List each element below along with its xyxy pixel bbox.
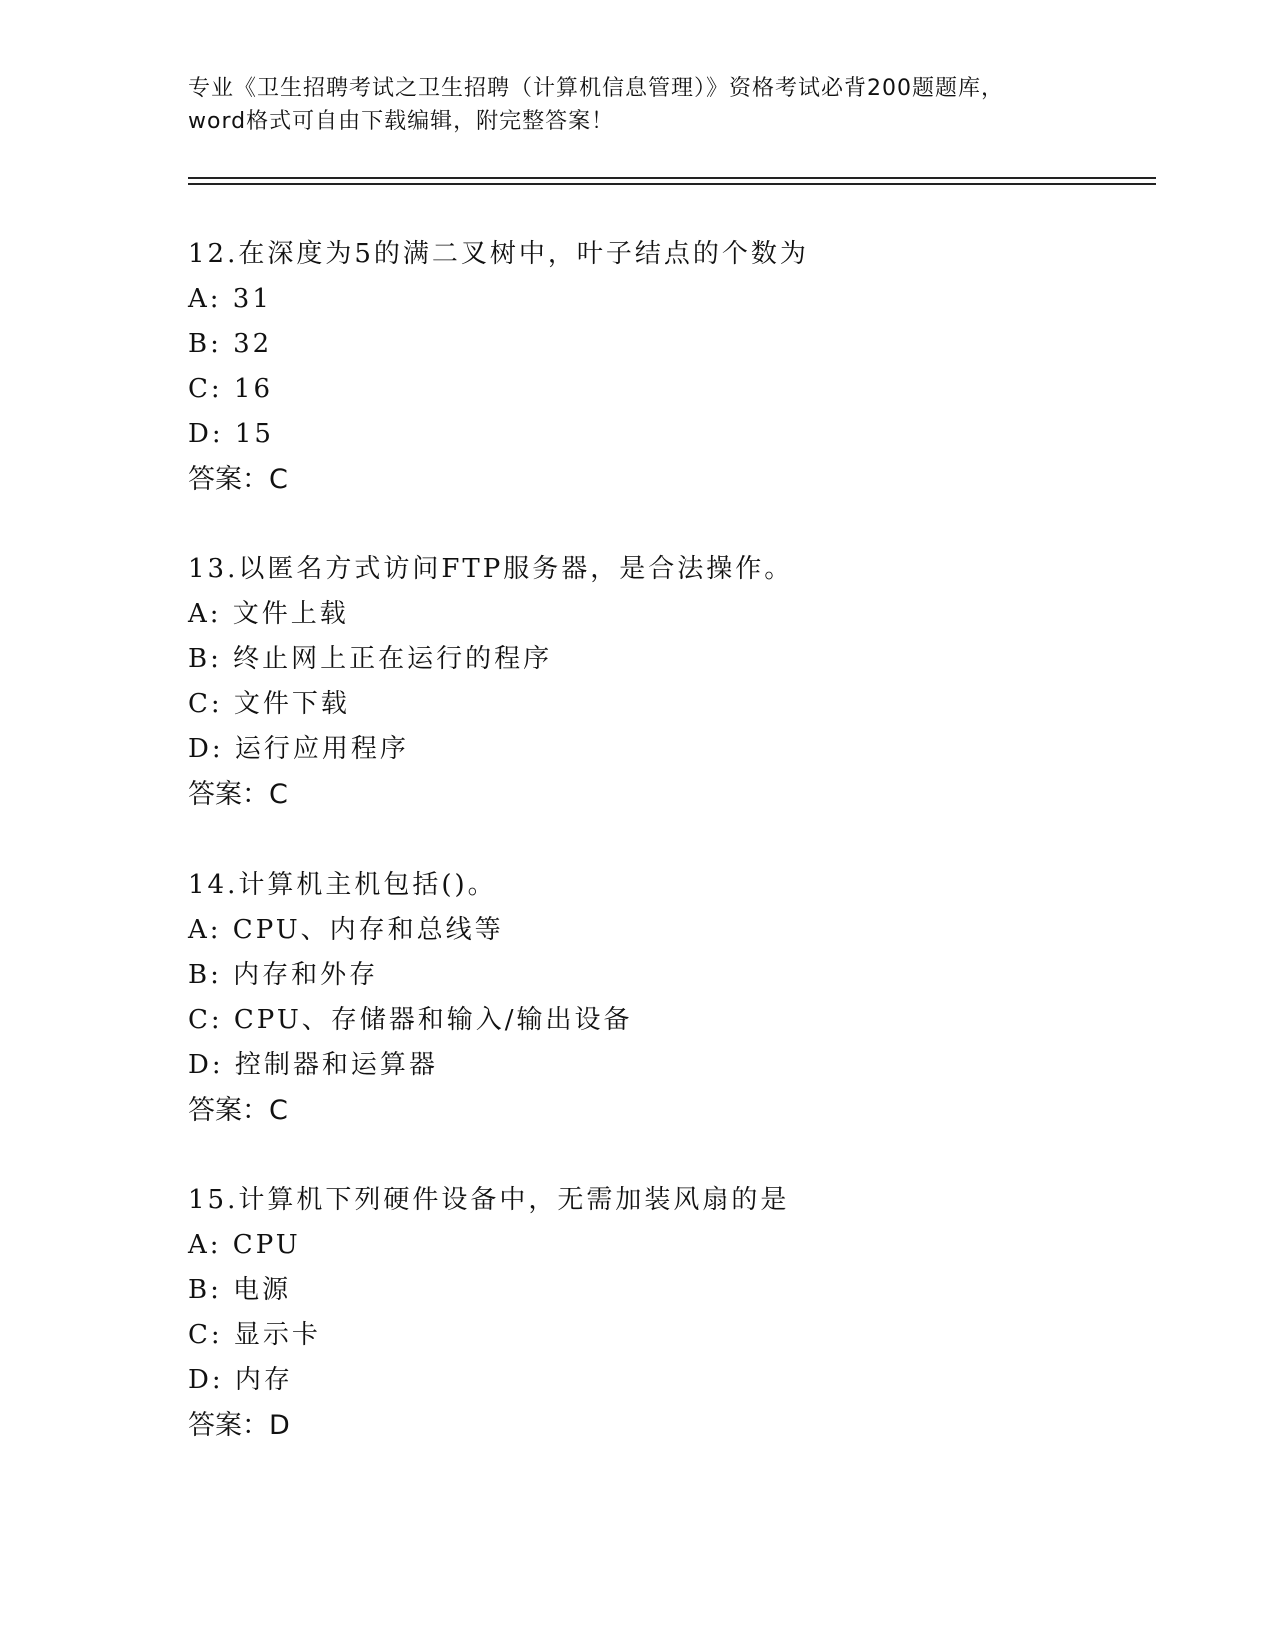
option-a: A: 文件上载: [188, 599, 349, 629]
option-b: B: 内存和外存: [188, 960, 379, 990]
header-line-1: 专业《卫生招聘考试之卫生招聘（计算机信息管理）》资格考试必背200题题库，: [188, 76, 1004, 101]
document-header: [188, 72, 1088, 138]
header-divider-bottom: [188, 183, 1156, 185]
question-stem: 12.在深度为5的满二叉树中，叶子结点的个数为: [188, 239, 809, 269]
option-c: C: CPU、存储器和输入/输出设备: [188, 1005, 633, 1035]
answer-line: 答案：C: [188, 779, 288, 810]
header-divider-top: [188, 177, 1156, 179]
option-a: A: 31: [188, 284, 272, 314]
option-c: C: 文件下载: [188, 689, 350, 719]
option-a: A: CPU、内存和总线等: [188, 915, 504, 945]
question-13: [188, 547, 1148, 817]
option-b: B: 32: [188, 329, 273, 359]
answer-line: 答案：C: [188, 464, 288, 495]
question-stem: 15.计算机下列硬件设备中，无需加装风扇的是: [188, 1185, 790, 1215]
question-14: [188, 863, 1148, 1133]
question-stem: 13.以匿名方式访问FTP服务器，是合法操作。: [188, 554, 794, 584]
option-d: D: 内存: [188, 1365, 293, 1395]
option-d: D: 15: [188, 419, 274, 449]
option-b: B: 电源: [188, 1275, 292, 1305]
option-a: A: CPU: [188, 1230, 301, 1260]
option-c: C: 显示卡: [188, 1320, 321, 1350]
answer-line: 答案：D: [188, 1410, 290, 1441]
answer-line: 答案：C: [188, 1095, 288, 1126]
question-12: [188, 232, 1148, 502]
option-d: D: 运行应用程序: [188, 734, 409, 764]
option-d: D: 控制器和运算器: [188, 1050, 438, 1080]
option-b: B: 终止网上正在运行的程序: [188, 644, 553, 674]
question-stem: 14.计算机主机包括()。: [188, 870, 497, 900]
question-15: [188, 1178, 1148, 1448]
option-c: C: 16: [188, 374, 274, 404]
header-line-2: word格式可自由下载编辑，附完整答案！: [188, 109, 615, 134]
